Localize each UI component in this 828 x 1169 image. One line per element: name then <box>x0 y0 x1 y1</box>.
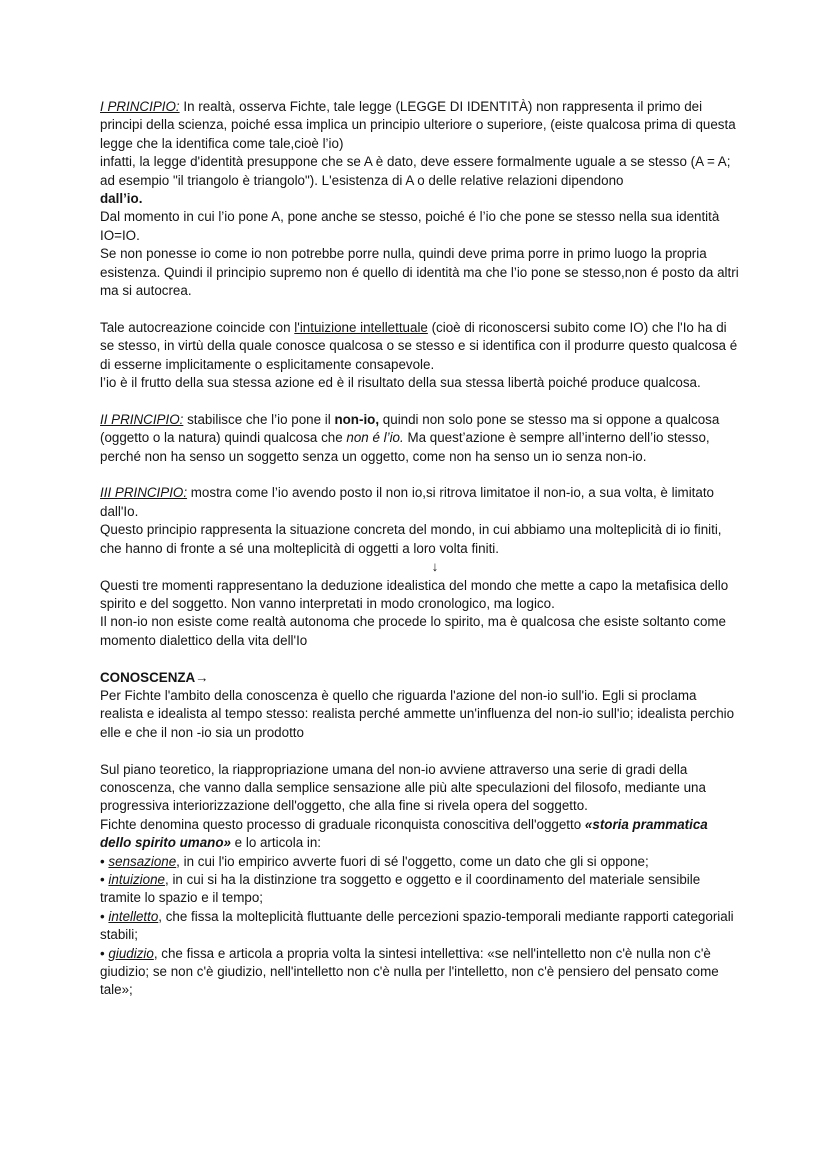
list-item-term: intuizione <box>108 871 165 887</box>
spacer <box>100 466 740 484</box>
second-principle-heading: II PRINCIPIO: <box>100 411 184 427</box>
knowledge-heading <box>100 669 740 687</box>
first-principle-heading: I PRINCIPIO: <box>100 99 180 114</box>
knowledge-degrees-list <box>100 853 740 1000</box>
list-item <box>100 945 740 1000</box>
list-item-text: , in cui si ha la distinzione tra soggetto e oggetto e il coordinamento del materiale sensibile tramite lo spazio e il tempo; <box>100 871 701 906</box>
text-run: (cioè di riconoscersi subito come IO) che l'Io ha di se stesso, in virtù della quale conosce qualcosa o se stesso e si identifica con il produrre questo qualcosa é di esserne implicitamente o esplicitamente consapevole. <box>100 319 738 372</box>
first-principle-text: In realtà, osserva Fichte, tale legge (LEGGE DI IDENTITÀ) non rappresenta il primo dei principi della scienza, poiché essa implica un principio ulteriore o superiore, (eiste qualcosa prima di questa legge che la identifica come tale,cioè l’io) <box>100 99 736 151</box>
text-run: Ma quest’azione è sempre all’interno dell’io stesso, perché non ha senso un soggetto senza un oggetto, come non ha senso un io senza non-io. <box>100 430 710 464</box>
knowledge-heading-text: CONOSCENZA→ <box>100 669 209 685</box>
non-io-dialectic-paragraph: Il non-io non esiste come realtà autonoma che procede lo spirito, ma è qualcosa che esiste soltanto come momento dialettico della vita dell'Io <box>100 614 726 648</box>
text-run: Fichte denomina questo processo di graduale riconquista conoscitiva dell'oggetto <box>100 816 585 832</box>
text-run: e lo articola in: <box>230 835 322 851</box>
intellectual-intuition-term: l'intuizione intellettuale <box>294 319 428 335</box>
io-pone-a-paragraph: Dal momento in cui l’io pone A, pone anche se stesso, poiché é l’io che pone se stesso nella sua identità IO=IO. <box>100 209 720 243</box>
intellectual-intuition-paragraph <box>100 319 740 374</box>
non-io-bold: non-io, <box>334 411 380 427</box>
bullet-mark: • <box>100 945 109 961</box>
pragmatic-history-term: «storia prammatica dello spirito umano» <box>100 816 708 851</box>
list-item-text: , che fissa la molteplicità fluttuante delle percezioni spazio-temporali mediante rapporti categoriali stabili; <box>100 908 734 943</box>
theoretical-plane-paragraph: Sul piano teoretico, la riappropriazione umana del non-io avviene attraverso una serie di gradi della conoscenza, che vanno dalla semplice sensazione alle più alte speculazioni del filosofo, mediante una progressiva interiorizzazione dell'oggetto, che alla fine si rivela opera del soggetto. <box>100 761 706 814</box>
down-arrow-icon: ↓ <box>431 559 439 575</box>
identity-law-paragraph <box>100 153 740 208</box>
list-item-term: giudizio <box>108 945 154 961</box>
idealistic-deduction-paragraph: Questi tre momenti rappresentano la deduzione idealistica del mondo che mette a capo la metafisica dello spirito e del soggetto. Non vanno interpretati in modo cronologico, ma logico. <box>100 577 729 611</box>
list-item <box>100 871 740 908</box>
bullet-mark: • <box>100 871 109 887</box>
bullet-mark: • <box>100 853 109 869</box>
list-item <box>100 908 740 945</box>
third-principle-heading: III PRINCIPIO: <box>100 485 188 501</box>
dall-io-bold: dall’io. <box>100 191 143 207</box>
document-body <box>100 98 740 1000</box>
first-principle-paragraph <box>100 98 740 153</box>
text-run: Tale autocreazione coincide con <box>100 319 295 335</box>
spacer <box>100 392 740 410</box>
pragmatic-history-paragraph <box>100 816 740 853</box>
list-item-text: , in cui l'io empirico avverte fuori di sé l'oggetto, come un dato che gli si oppone; <box>176 853 649 869</box>
freedom-paragraph: l’io è il frutto della sua stessa azione ed è il risultato della sua stessa libertà poiché produce qualcosa. <box>100 375 701 391</box>
non-e-io-italic: non é l’io. <box>346 430 404 446</box>
second-principle-paragraph <box>100 411 740 466</box>
concrete-world-paragraph: Questo principio rappresenta la situazione concreta del mondo, in cui abbiamo una molteplicità di io finiti, che hanno di fronte a sé una molteplicità di oggetti a loro volta finiti. <box>100 522 722 556</box>
list-item-term: intelletto <box>108 908 159 924</box>
text-run: mostra come l’io avendo posto il non io,si ritrova limitatoe il non-io, a sua volta, è limitato dall'Io. <box>100 485 715 519</box>
identity-law-text: infatti, la legge d'identità presuppone che se A è dato, deve essere formalmente uguale a se stesso (A = A; ad esempio "il triangolo è triangolo"). L'esistenza di A o delle relative relazioni dipendono <box>100 154 731 188</box>
spacer <box>100 650 740 668</box>
list-item-term: sensazione <box>108 853 177 869</box>
text-run: quindi non solo pone se stesso ma si oppone a qualcosa (oggetto o la natura) quindi qualcosa che <box>100 411 720 446</box>
text-run: stabilisce che l’io pone il <box>183 411 335 427</box>
spacer <box>100 300 740 318</box>
self-creation-paragraph: Se non ponesse io come io non potrebbe porre nulla, quindi deve prima porre in primo luogo la propria esistenza. Quindi il principio supremo non é quello di identità ma che l’io pone se stesso,non é posto da altri ma si autocrea. <box>100 246 739 299</box>
bullet-mark: • <box>100 908 109 924</box>
spacer <box>100 742 740 760</box>
list-item-text: , che fissa e articola a propria volta la sintesi intellettiva: «se nell'intelletto non c'è nulla non c'è giudizio; se non c'è giudizio, nell'intelletto non c'è nulla per l'intelletto, non c'è pensiero del pensato come tale»; <box>100 945 719 998</box>
third-principle-paragraph <box>100 484 740 521</box>
knowledge-paragraph: Per Fichte l'ambito della conoscenza è quello che riguarda l'azione del non-io sull'io. Egli si proclama realista e idealista al tempo stesso: realista perché ammette un'influenza del non-io sull'io; idealista perchio elle e che il non -io sia un prodotto <box>100 687 735 740</box>
list-item <box>100 853 740 871</box>
